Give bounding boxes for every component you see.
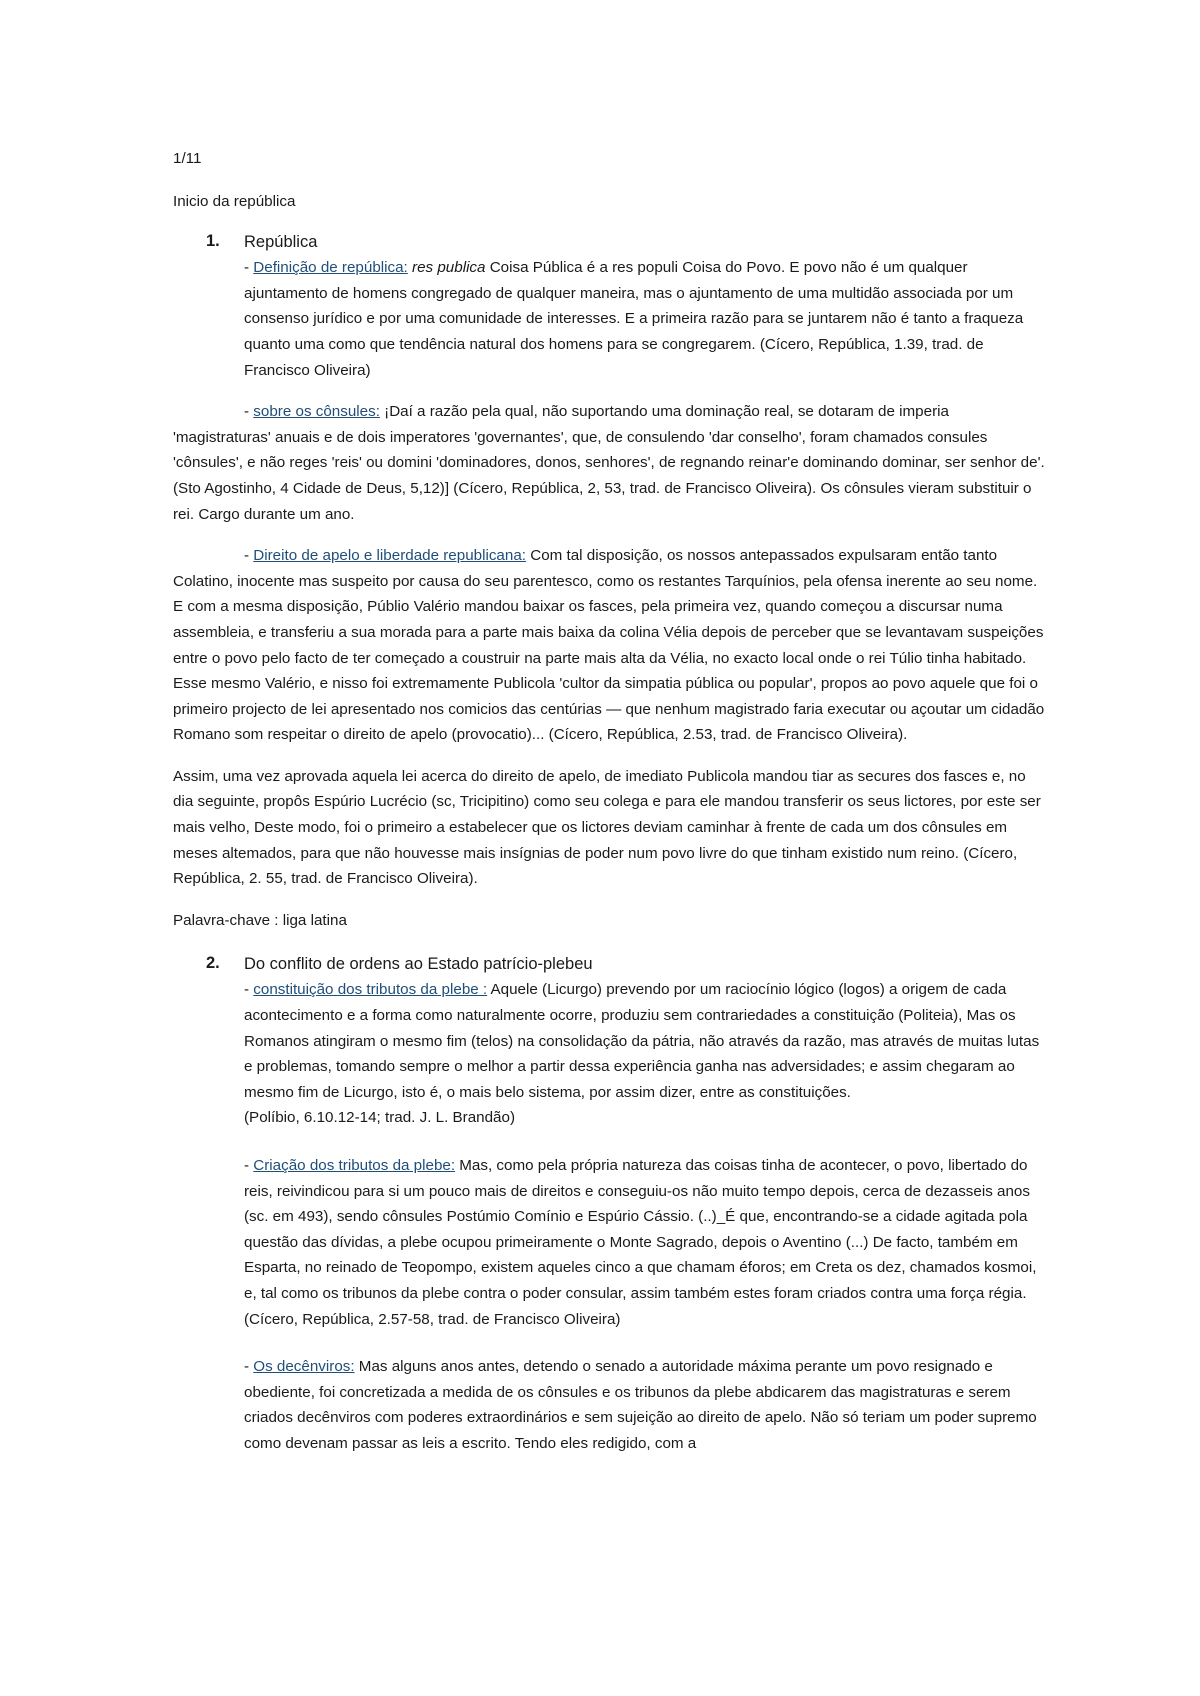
keyword-line: Palavra-chave : liga latina bbox=[173, 911, 347, 929]
document-title: Inicio da república bbox=[173, 192, 296, 210]
page-number: 1/11 bbox=[173, 150, 202, 167]
item-label-link[interactable]: constituição dos tributos da plebe : bbox=[253, 981, 488, 999]
section-2 bbox=[173, 951, 1050, 1456]
section-number: 2. bbox=[206, 954, 220, 973]
item-label-link[interactable]: sobre os cônsules: bbox=[253, 403, 380, 421]
paragraph-assim: Assim, uma vez aprovada aquela lei acerca do direito de apelo, de imediato Publicola mandou tiar as secures dos fasces e, no dia seguinte, propôs Espúrio Lucrécio (sc, Tricipitino) como seu colega e para ele mandou transferir os seus lictores, por este ser mais velho, Deste modo, foi o primeiro a estabelecer que os lictores deviam caminhar à frente de cada um dos cônsules em meses altemados, para que não houvesse mais insígnias de poder num povo livre do que tinham existido num reino. (Cícero, República, 2. 55, trad. de Francisco Oliveira). bbox=[173, 767, 1041, 888]
item-label-link[interactable]: Os decênviros: bbox=[253, 1358, 355, 1376]
item-text: Mas alguns anos antes, detendo o senado a autoridade máxima perante um povo resignado e obediente, foi concretizada a medida de os cônsules e os tribunos da plebe abdicarem das magistraturas e serem criados decênviros com poderes extraordinários e sem sujeição ao direito de apelo. Não só teriam um poder supremo como devenam passar as leis a escrito. Tendo eles redigido, com a bbox=[244, 1358, 1037, 1452]
item-sobre-consules: - sobre os cônsules: ¡Daí a razão pela qual, não suportando uma dominação real, se dotaram de imperia 'magistraturas' anuais e de dois imperatores 'governantes', que, de consulendo 'dar conselho', foram chamados consules 'cônsules', e não reges 'reis' ou domini 'dominadores, donos, senhores', de regnando reinar'e dominando dominar, ser senhor de'. (Sto Agostinho, 4 Cidade de Deus, 5,12)] (Cícero, República, 2, 53, trad. de Francisco Oliveira). Os cônsules vieram substituir o rei. Cargo durante um ano. bbox=[173, 403, 1045, 523]
italic-term: res publica bbox=[412, 259, 486, 277]
item-text: Com tal disposição, os nossos antepassados expulsaram então tanto Colatino, inocente mas suspeito por causa do seu parentesco, como os restantes Tarquínios, pela ofensa inerente ao seu nome. E com a mesma disposição, Públio Valério mandou baixar os fasces, pela primeira vez, quando começou a discursar numa assembleia, e transferiu a sua morada para a parte mais baixa da colina Vélia depois de perceber que se levantavam suspeições entre o povo pelo facto de ter começado a coustruir na parte mais alta da Vélia, no exacto local onde o rei Túlio tinha habitado. Esse mesmo Valério, e nisso foi extremamente Publicola 'cultor da simpatia pública ou popular', propos ao povo aquele que foi o primeiro projecto de lei apresentado nos comicios das centúrias — que nenhum magistrado faria executar ou açoutar um cidadão Romano som respeitar o direito de apelo (provocatio)... (Cícero, República, 2.53, trad. de Francisco Oliveira). bbox=[173, 547, 1045, 744]
item-text: ¡Daí a razão pela qual, não suportando uma dominação real, se dotaram de imperia 'magistraturas' anuais e de dois imperatores 'governantes', que, de consulendo 'dar conselho', foram chamados consules 'cônsules', e não reges 'reis' ou domini 'dominadores, donos, senhores', de regnando reinar'e dominando dominar, ser senhor de'. (Sto Agostinho, 4 Cidade de Deus, 5,12)] (Cícero, República, 2, 53, trad. de Francisco Oliveira). Os cônsules vieram substituir o rei. Cargo durante um ano. bbox=[173, 403, 1045, 523]
item-criacao-tributos: - Criação dos tributos da plebe: Mas, como pela própria natureza das coisas tinha de acontecer, o povo, libertado do reis, reivindicou para si um pouco mais de direitos e conseguiu-os não muito tempo depois, cerca de dezasseis anos (sc. em 493), sendo cônsules Postúmio Comínio e Espúrio Cássio. (..)_É que, encontrando-se a cidade agitada pola questão das dívidas, a plebe ocupou primeiramente o Monte Sagrado, depois o Aventino (...) De facto, também em Esparta, no reinado de Teopompo, existem aqueles cinco a que chamam éforos; em Creta os dez, chamados kosmoi, e, tal como os tribunos da plebe contra o poder consular, assim também estes foram criados contra uma força régia. (Cícero, República, 2.57-58, trad. de Francisco Oliveira) bbox=[244, 1153, 1050, 1332]
item-text: Coisa Pública é a res populi Coisa do Povo. E povo não é um qualquer ajuntamento de homens congregado de qualquer maneira, mas o ajuntamento de uma multidão associada por um consenso jurídico e por uma comunidade de interesses. E a primeira razão para se juntarem não é tanto a fraqueza quanto uma como que tendência natural dos homens para se congregarem. (Cícero, República, 1.39, trad. de Francisco Oliveira) bbox=[244, 259, 1024, 379]
section-number: 1. bbox=[206, 232, 220, 251]
item-definicao-republica: - Definição de república: res publica Coisa Pública é a res populi Coisa do Povo. E povo não é um qualquer ajuntamento de homens congregado de qualquer maneira, mas o ajuntamento de uma multidão associada por um consenso jurídico e por uma comunidade de interesses. E a primeira razão para se juntarem não é tanto a fraqueza quanto uma como que tendência natural dos homens para se congregarem. (Cícero, República, 1.39, trad. de Francisco Oliveira) bbox=[244, 259, 1024, 379]
item-reference: (Cícero, República, 2.57-58, trad. de Francisco Oliveira) bbox=[244, 1310, 621, 1328]
section-1 bbox=[173, 229, 1050, 748]
item-label-link[interactable]: Direito de apelo e liberdade republicana: bbox=[253, 547, 526, 565]
item-text: Aquele (Licurgo) prevendo por um raciocínio lógico (logos) a origem de cada acontecimento e a forma como naturalmente ocorre, produziu sem contrariedades a constituição (Politeia), Mas os Romanos atingiram o mesmo fim (telos) na consolidação da pátria, não através da razão, mas através de muitas lutas e problemas, tomando sempre o melhor a partir dessa experiência ganha nas adversidades; e assim chegaram ao mesmo fim de Licurgo, isto é, o mais belo sistema, por assim dizer, entre as constituições. bbox=[244, 981, 1040, 1101]
item-decenviros: - Os decênviros: Mas alguns anos antes, detendo o senado a autoridade máxima perante um povo resignado e obediente, foi concretizada a medida de os cônsules e os tribunos da plebe abdicarem das magistraturas e serem criados decênviros com poderes extraordinários e sem sujeição ao direito de apelo. Não só teriam um poder supremo como devenam passar as leis a escrito. Tendo eles redigido, com a bbox=[244, 1358, 1037, 1452]
item-constituicao-tributos: - constituição dos tributos da plebe : Aquele (Licurgo) prevendo por um raciocínio lógico (logos) a origem de cada acontecimento e a forma como naturalmente ocorre, produziu sem contrariedades a constituição (Politeia), Mas os Romanos atingiram o mesmo fim (telos) na consolidação da pátria, não através da razão, mas através de muitas lutas e problemas, tomando sempre o melhor a partir dessa experiência ganha nas adversidades; e assim chegaram ao mesmo fim de Licurgo, isto é, o mais belo sistema, por assim dizer, entre as constituições. (Políbio, 6.10.12-14; trad. J. L. Brandão) bbox=[244, 977, 1050, 1131]
item-direito-apelo: - Direito de apelo e liberdade republicana: Com tal disposição, os nossos antepassados expulsaram então tanto Colatino, inocente mas suspeito por causa do seu parentesco, como os restantes Tarquínios, pela ofensa inerente ao seu nome. E com a mesma disposição, Públio Valério mandou baixar os fasces, pela primeira vez, quando começou a discursar numa assembleia, e transferiu a sua morada para a parte mais baixa da colina Vélia depois de perceber que se levantavam suspeições entre o povo pelo facto de ter começado a coustruir na parte mais alta da Vélia, no exacto local onde o rei Túlio tinha habitado. Esse mesmo Valério, e nisso foi extremamente Publicola 'cultor da simpatia pública ou popular', propos ao povo aquele que foi o primeiro projecto de lei apresentado nos comicios das centúrias — que nenhum magistrado faria executar ou açoutar um cidadão Romano som respeitar o direito de apelo (provocatio)... (Cícero, República, 2.53, trad. de Francisco Oliveira). bbox=[173, 547, 1045, 744]
item-reference: (Políbio, 6.10.12-14; trad. J. L. Brandão) bbox=[244, 1109, 516, 1127]
section-title: República bbox=[244, 233, 318, 252]
item-text: Mas, como pela própria natureza das coisas tinha de acontecer, o povo, libertado do reis, reivindicou para si um pouco mais de direitos e conseguiu-os não muito tempo depois, cerca de dezasseis anos (sc. em 493), sendo cônsules Postúmio Comínio e Espúrio Cássio. (..)_É que, encontrando-se a cidade agitada pola questão das dívidas, a plebe ocupou primeiramente o Monte Sagrado, depois o Aventino (...) De facto, também em Esparta, no reinado de Teopompo, existem aqueles cinco a que chamam éforos; em Creta os dez, chamados kosmoi, e, tal como os tribunos da plebe contra o poder consular, assim também estes foram criados contra uma força régia. bbox=[244, 1157, 1037, 1302]
item-label-link[interactable]: Definição de república: bbox=[253, 259, 408, 277]
section-title: Do conflito de ordens ao Estado patrício-plebeu bbox=[244, 955, 593, 974]
item-label-link[interactable]: Criação dos tributos da plebe: bbox=[253, 1157, 456, 1174]
